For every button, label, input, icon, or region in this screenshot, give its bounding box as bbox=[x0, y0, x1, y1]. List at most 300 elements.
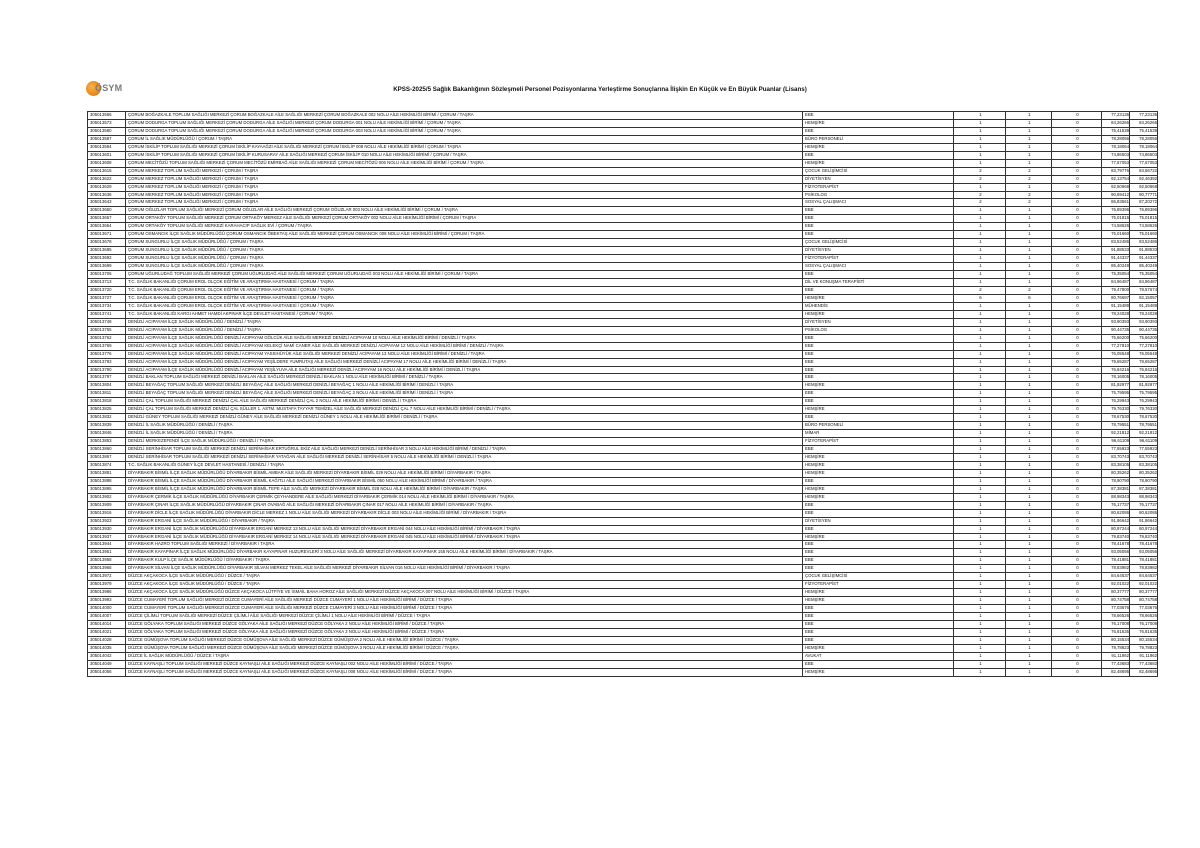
results-table-body bbox=[88, 112, 1158, 677]
institution-cell: ÇORUM SUNGURLU İLÇE SAĞLIK MÜDÜRLÜĞÜ / ÇORUM / TAŞRA bbox=[126, 263, 803, 271]
max-score-cell: 76,05548 bbox=[1130, 350, 1158, 358]
table-row bbox=[88, 453, 1158, 461]
institution-cell: DENİZLİ ACIPAYAM İLÇE SAĞLIK MÜDÜRLÜĞÜ DENİZLİ ACIPAYAM YEŞİLDERE YUMRUTAŞ AİLE SAĞLIĞI MERKEZİ DENİZLİ ACIPAYAM 17 NOLU AİLE HEKİMLİĞİ BİRİMİ / DENİZLİ / TAŞRA bbox=[126, 358, 803, 366]
institution-cell: ÇORUM MERKEZ TOPLUM SAĞLIĞI MERKEZİ / ÇORUM / TAŞRA bbox=[126, 191, 803, 199]
title-cell: EBE bbox=[803, 549, 954, 557]
institution-cell: DENİZLİ ACIPAYAM İLÇE SAĞLIK MÜDÜRLÜĞÜ DENİZLİ ACIPAYAM YEŞİLYUVA AİLE SAĞLIĞI MERKEZİ DENİZLİ ACIPAYAM 16 NOLU AİLE HEKİMLİĞİ BİRİMİ / DENİZLİ / TAŞRA bbox=[126, 366, 803, 374]
vacant-cell: 0 bbox=[1052, 318, 1102, 326]
table-row bbox=[88, 318, 1158, 326]
table-row bbox=[88, 342, 1158, 350]
vacant-cell: 0 bbox=[1052, 199, 1102, 207]
position-code-cell: 305013629 bbox=[88, 183, 126, 191]
max-score-cell: 92,46392 bbox=[1130, 175, 1158, 183]
results-table bbox=[87, 111, 1158, 677]
vacant-cell: 0 bbox=[1052, 414, 1102, 422]
table-row bbox=[88, 557, 1158, 565]
max-score-cell: 78,18064 bbox=[1130, 143, 1158, 151]
institution-cell: ÇORUM UĞURLUDAĞ TOPLUM SAĞLIĞI MERKEZİ ÇORUM UĞURLUDAĞ AİLE SAĞLIĞI MERKEZİ ÇORUM UĞURLUDAĞ 003 NOLU AİLE HEKİMLİĞİ BİRİMİ / ÇORUM / TAŞRA bbox=[126, 271, 803, 279]
vacant-cell: 0 bbox=[1052, 597, 1102, 605]
min-score-cell: 78,24028 bbox=[1102, 310, 1130, 318]
max-score-cell: 85,40249 bbox=[1130, 263, 1158, 271]
min-score-cell: 83,38105 bbox=[1102, 461, 1130, 469]
placed-cell: 1 bbox=[1006, 597, 1052, 605]
max-score-cell: 84,26266 bbox=[1130, 119, 1158, 127]
position-code-cell: 305013958 bbox=[88, 557, 126, 565]
max-score-cell: 75,01660 bbox=[1130, 231, 1158, 239]
position-code-cell: 305013860 bbox=[88, 446, 126, 454]
vacant-cell: 0 bbox=[1052, 565, 1102, 573]
quota-cell: 1 bbox=[954, 605, 1006, 613]
min-score-cell: 91,86642 bbox=[1102, 517, 1130, 525]
min-score-cell: 83,79776 bbox=[1102, 167, 1130, 175]
min-score-cell: 84,64537 bbox=[1102, 573, 1130, 581]
title-cell: HEMŞİRE bbox=[803, 668, 954, 676]
position-code-cell: 305013937 bbox=[88, 533, 126, 541]
max-score-cell: 78,67530 bbox=[1130, 414, 1158, 422]
placed-cell: 1 bbox=[1006, 565, 1052, 573]
max-score-cell: 96,61109 bbox=[1130, 438, 1158, 446]
quota-cell: 1 bbox=[954, 636, 1006, 644]
title-cell: EBE bbox=[803, 390, 954, 398]
min-score-cell: 83,70743 bbox=[1102, 453, 1130, 461]
placed-cell: 2 bbox=[1006, 167, 1052, 175]
quota-cell: 1 bbox=[954, 239, 1006, 247]
quota-cell: 2 bbox=[954, 199, 1006, 207]
quota-cell: 1 bbox=[954, 485, 1006, 493]
max-score-cell: 78,41678 bbox=[1130, 541, 1158, 549]
institution-cell: DİYARBAKIR BİSMİL İLÇE SAĞLIK MÜDÜRLÜĞÜ DİYARBAKIR BİSMİL TEPE AİLE SAĞLIĞI MERKEZİ DİYARBAKIR BİSMİL 028 NOLU AİLE HEKİMLİĞİ BİRİMİ / DİYARBAKIR / TAŞRA bbox=[126, 485, 803, 493]
position-code-cell: 305013965 bbox=[88, 565, 126, 573]
title-cell: DİL VE KONUŞMA TERAPİSTİ bbox=[803, 279, 954, 287]
institution-cell: DENİZLİ SERİNHİSAR TOPLUM SAĞLIĞI MERKEZİ DENİZLİ SERİNHİSAR YATAĞAN AİLE SAĞLIĞI MERKEZİ DENİZLİ SERİNHİSAR 5 NOLU AİLE HEKİMLİĞİ BİRİMİ / DENİZLİ / TAŞRA bbox=[126, 453, 803, 461]
vacant-cell: 0 bbox=[1052, 613, 1102, 621]
table-row bbox=[88, 517, 1158, 525]
position-code-cell: 305014014 bbox=[88, 621, 126, 629]
institution-cell: DÜZCE AKÇAKOCA İLÇE SAĞLIK MÜDÜRLÜĞÜ DÜZCE AKÇAKOCA LÜTFİYE VE İSMAİL BAHA HOROZ AİLE SAĞLIĞI MERKEZİ DÜZCE AKÇAKOCA 007 NOLU AİLE HEKİMLİĞİ BİRİMİ / DÜZCE / TAŞRA bbox=[126, 589, 803, 597]
institution-cell: DÜZCE KAYNAŞLI TOPLUM SAĞLIĞI MERKEZİ DÜZCE KAYNAŞLI AİLE SAĞLIĞI MERKEZİ DÜZCE KAYNAŞLI 002 NOLU AİLE HEKİMLİĞİ BİRİMİ / DÜZCE / TAŞRA bbox=[126, 660, 803, 668]
institution-cell: DÜZCE İL SAĞLIK MÜDÜRLÜĞÜ / DÜZCE / TAŞRA bbox=[126, 652, 803, 660]
vacant-cell: 0 bbox=[1052, 239, 1102, 247]
institution-cell: ÇORUM MERKEZ TOPLUM SAĞLIĞI MERKEZİ / ÇORUM / TAŞRA bbox=[126, 167, 803, 175]
vacant-cell: 0 bbox=[1052, 358, 1102, 366]
table-row bbox=[88, 183, 1158, 191]
table-row bbox=[88, 127, 1158, 135]
position-code-cell: 305013909 bbox=[88, 501, 126, 509]
title-cell: EBE bbox=[803, 334, 954, 342]
table-row bbox=[88, 255, 1158, 263]
placed-cell: 1 bbox=[1006, 573, 1052, 581]
institution-cell: DENİZLİ BAKLAN TOPLUM SAĞLIĞI MERKEZİ DENİZLİ BAKLAN AİLE SAĞLIĞI MERKEZİ DENİZLİ BAKLAN 1 NOLU AİLE HEKİMLİĞİ BİRİMİ / DENİZLİ / TAŞRA bbox=[126, 374, 803, 382]
title-cell: EBE bbox=[803, 628, 954, 636]
vacant-cell: 0 bbox=[1052, 112, 1102, 120]
min-score-cell: 86,83561 bbox=[1102, 199, 1130, 207]
vacant-cell: 0 bbox=[1052, 660, 1102, 668]
position-code-cell: 305013727 bbox=[88, 294, 126, 302]
quota-cell: 1 bbox=[954, 326, 1006, 334]
min-score-cell: 78,79551 bbox=[1102, 422, 1130, 430]
quota-cell: 1 bbox=[954, 469, 1006, 477]
min-score-cell: 78,67530 bbox=[1102, 414, 1130, 422]
table-row bbox=[88, 119, 1158, 127]
min-score-cell: 92,50668 bbox=[1102, 183, 1130, 191]
quota-cell: 1 bbox=[954, 334, 1006, 342]
logo-text: ÖSYM bbox=[95, 83, 123, 93]
position-code-cell: 305013888 bbox=[88, 477, 126, 485]
table-row bbox=[88, 366, 1158, 374]
placed-cell: 1 bbox=[1006, 469, 1052, 477]
max-score-cell: 93,90393 bbox=[1130, 318, 1158, 326]
quota-cell: 1 bbox=[954, 477, 1006, 485]
quota-cell: 1 bbox=[954, 493, 1006, 501]
placed-cell: 1 bbox=[1006, 342, 1052, 350]
institution-cell: DENİZLİ İL SAĞLIK MÜDÜRLÜĞÜ / DENİZLİ / TAŞRA bbox=[126, 422, 803, 430]
max-score-cell: 76,89396 bbox=[1130, 207, 1158, 215]
max-score-cell: 75,35054 bbox=[1130, 271, 1158, 279]
position-code-cell: 305014035 bbox=[88, 644, 126, 652]
table-row bbox=[88, 549, 1158, 557]
position-code-cell: 305013930 bbox=[88, 525, 126, 533]
table-row bbox=[88, 247, 1158, 255]
vacant-cell: 0 bbox=[1052, 255, 1102, 263]
max-score-cell: 78,79551 bbox=[1130, 422, 1158, 430]
table-row bbox=[88, 374, 1158, 382]
vacant-cell: 0 bbox=[1052, 430, 1102, 438]
position-code-cell: 305013594 bbox=[88, 143, 126, 151]
table-row bbox=[88, 239, 1158, 247]
quota-cell: 1 bbox=[954, 660, 1006, 668]
min-score-cell: 93,90393 bbox=[1102, 318, 1130, 326]
placed-cell: 1 bbox=[1006, 493, 1052, 501]
position-code-cell: 305013587 bbox=[88, 135, 126, 143]
max-score-cell: 80,37777 bbox=[1130, 589, 1158, 597]
position-code-cell: 305013608 bbox=[88, 159, 126, 167]
quota-cell: 1 bbox=[954, 215, 1006, 223]
table-row bbox=[88, 414, 1158, 422]
max-score-cell: 77,23136 bbox=[1130, 112, 1158, 120]
max-score-cell: 81,92977 bbox=[1130, 382, 1158, 390]
position-code-cell: 305013685 bbox=[88, 247, 126, 255]
table-row bbox=[88, 628, 1158, 636]
table-row bbox=[88, 501, 1158, 509]
position-code-cell: 305013601 bbox=[88, 151, 126, 159]
max-score-cell: 91,88533 bbox=[1130, 247, 1158, 255]
max-score-cell: 90,44735 bbox=[1130, 326, 1158, 334]
institution-cell: ÇORUM DODURGA TOPLUM SAĞLIĞI MERKEZİ ÇORUM DODURGA AİLE SAĞLIĞI MERKEZİ ÇORUM DODURGA 001 NOLU AİLE HEKİMLİĞİ BİRİMİ / ÇORUM / TAŞRA bbox=[126, 119, 803, 127]
quota-cell: 2 bbox=[954, 191, 1006, 199]
vacant-cell: 0 bbox=[1052, 652, 1102, 660]
quota-cell: 1 bbox=[954, 398, 1006, 406]
institution-cell: ÇORUM DODURGA TOPLUM SAĞLIĞI MERKEZİ ÇORUM DODURGA AİLE SAĞLIĞI MERKEZİ ÇORUM DODURGA 003 NOLU AİLE HEKİMLİĞİ BİRİMİ / ÇORUM / TAŞRA bbox=[126, 127, 803, 135]
placed-cell: 1 bbox=[1006, 231, 1052, 239]
placed-cell: 1 bbox=[1006, 453, 1052, 461]
max-score-cell: 75,01815 bbox=[1130, 215, 1158, 223]
position-code-cell: 305013979 bbox=[88, 581, 126, 589]
title-cell: EBE bbox=[803, 231, 954, 239]
title-cell: FİZYOTERAPİST bbox=[803, 183, 954, 191]
vacant-cell: 0 bbox=[1052, 557, 1102, 565]
quota-cell: 1 bbox=[954, 374, 1006, 382]
position-code-cell: 305013818 bbox=[88, 398, 126, 406]
vacant-cell: 0 bbox=[1052, 366, 1102, 374]
table-row bbox=[88, 302, 1158, 310]
vacant-cell: 0 bbox=[1052, 207, 1102, 215]
vacant-cell: 0 bbox=[1052, 573, 1102, 581]
min-score-cell: 91,15489 bbox=[1102, 302, 1130, 310]
placed-cell: 1 bbox=[1006, 263, 1052, 271]
vacant-cell: 0 bbox=[1052, 644, 1102, 652]
placed-cell: 1 bbox=[1006, 557, 1052, 565]
title-cell: EBE bbox=[803, 613, 954, 621]
min-score-cell: 75,66200 bbox=[1102, 334, 1130, 342]
quota-cell: 1 bbox=[954, 310, 1006, 318]
position-code-cell: 305013916 bbox=[88, 509, 126, 517]
title-cell: FİZYOTERAPİST bbox=[803, 438, 954, 446]
title-cell: EBE bbox=[803, 127, 954, 135]
max-score-cell: 87,38381 bbox=[1130, 485, 1158, 493]
max-score-cell: 87,20272 bbox=[1130, 199, 1158, 207]
position-code-cell: 305013804 bbox=[88, 382, 126, 390]
min-score-cell: 84,26266 bbox=[1102, 119, 1130, 127]
placed-cell: 1 bbox=[1006, 509, 1052, 517]
table-row bbox=[88, 207, 1158, 215]
placed-cell: 1 bbox=[1006, 621, 1052, 629]
title-cell: SOSYAL ÇALIŞMACI bbox=[803, 199, 954, 207]
title-cell: PSİKOLOG bbox=[803, 326, 954, 334]
min-score-cell: 91,88533 bbox=[1102, 247, 1130, 255]
max-score-cell: 77,67053 bbox=[1130, 159, 1158, 167]
max-score-cell: 77,43683 bbox=[1130, 660, 1158, 668]
page-title: KPSS-2025/5 Sağlık Bakanlığının Sözleşmeli Personel Pozisyonlarına Yerleştirme Sonuçlarına İlişkin En Küçük ve En Büyük Puanlar (Lisans) bbox=[393, 86, 807, 93]
institution-cell: ÇORUM MERKEZ TOPLUM SAĞLIĞI MERKEZİ / ÇORUM / TAŞRA bbox=[126, 199, 803, 207]
title-cell: HEMŞİRE bbox=[803, 589, 954, 597]
quota-cell: 1 bbox=[954, 135, 1006, 143]
quota-cell: 1 bbox=[954, 621, 1006, 629]
table-row bbox=[88, 565, 1158, 573]
quota-cell: 1 bbox=[954, 358, 1006, 366]
quota-cell: 6 bbox=[954, 294, 1006, 302]
title-cell: HEMŞİRE bbox=[803, 382, 954, 390]
min-score-cell: 78,66526 bbox=[1102, 613, 1130, 621]
institution-cell: DÜZCE GÜMÜŞOVA TOPLUM SAĞLIĞI MERKEZİ DÜZCE GÜMÜŞOVA AİLE SAĞLIĞI MERKEZİ DÜZCE GÜMÜŞOVA 2 NOLU AİLE HEKİMLİĞİ BİRİMİ / DÜZCE / TAŞRA bbox=[126, 636, 803, 644]
quota-cell: 1 bbox=[954, 573, 1006, 581]
institution-cell: DÜZCE CUMAYERİ TOPLUM SAĞLIĞI MERKEZİ DÜZCE CUMAYERİ AİLE SAĞLIĞI MERKEZİ DÜZCE CUMAYERİ 3 NOLU AİLE HEKİMLİĞİ BİRİMİ / DÜZCE / TAŞRA bbox=[126, 605, 803, 613]
placed-cell: 1 bbox=[1006, 223, 1052, 231]
max-score-cell: 92,21812 bbox=[1130, 430, 1158, 438]
position-code-cell: 305013797 bbox=[88, 374, 126, 382]
min-score-cell: 80,97244 bbox=[1102, 525, 1130, 533]
title-cell: EBE bbox=[803, 271, 954, 279]
vacant-cell: 0 bbox=[1052, 525, 1102, 533]
institution-cell: DENİZLİ BEYAĞAÇ TOPLUM SAĞLIĞI MERKEZİ DENİZLİ BEYAĞAÇ AİLE SAĞLIĞI MERKEZİ DENİZLİ BEYAĞAÇ 1 NOLU AİLE HEKİMLİĞİ BİRİMİ / DENİZLİ / TAŞRA bbox=[126, 382, 803, 390]
placed-cell: 1 bbox=[1006, 350, 1052, 358]
table-row bbox=[88, 398, 1158, 406]
table-row bbox=[88, 406, 1158, 414]
title-cell: EBE bbox=[803, 215, 954, 223]
max-score-cell: 75,79595 bbox=[1130, 390, 1158, 398]
max-score-cell: 79,57674 bbox=[1130, 286, 1158, 294]
position-code-cell: 305013636 bbox=[88, 191, 126, 199]
title-cell: EBE bbox=[803, 477, 954, 485]
title-cell: EBE bbox=[803, 501, 954, 509]
max-score-cell: 80,74758 bbox=[1130, 597, 1158, 605]
position-code-cell: 305014049 bbox=[88, 660, 126, 668]
max-score-cell: 78,66526 bbox=[1130, 613, 1158, 621]
placed-cell: 1 bbox=[1006, 334, 1052, 342]
institution-cell: DİYARBAKIR ÇERMİK İLÇE SAĞLIK MÜDÜRLÜĞÜ DİYARBAKIR ÇERMİK ÇEYHANDERE AİLE SAĞLIĞI MERKEZİ DİYARBAKIR ÇERMİK 014 NOLU AİLE HEKİMLİĞİ BİRİMİ / DİYARBAKIR / TAŞRA bbox=[126, 493, 803, 501]
max-score-cell: 79,65287 bbox=[1130, 358, 1158, 366]
title-cell: EBE bbox=[803, 223, 954, 231]
placed-cell: 1 bbox=[1006, 382, 1052, 390]
vacant-cell: 0 bbox=[1052, 231, 1102, 239]
max-score-cell: 91,86642 bbox=[1130, 517, 1158, 525]
position-code-cell: 305013615 bbox=[88, 167, 126, 175]
title-cell: HEMŞİRE bbox=[803, 406, 954, 414]
position-code-cell: 305013643 bbox=[88, 199, 126, 207]
placed-cell: 1 bbox=[1006, 406, 1052, 414]
min-score-cell: 78,90790 bbox=[1102, 477, 1130, 485]
max-score-cell: 82,15057 bbox=[1130, 294, 1158, 302]
quota-cell: 1 bbox=[954, 390, 1006, 398]
vacant-cell: 0 bbox=[1052, 342, 1102, 350]
vacant-cell: 0 bbox=[1052, 151, 1102, 159]
min-score-cell: 76,05548 bbox=[1102, 350, 1130, 358]
vacant-cell: 0 bbox=[1052, 334, 1102, 342]
title-cell: DİYETİSYEN bbox=[803, 517, 954, 525]
min-score-cell: 77,27810 bbox=[1102, 342, 1130, 350]
position-code-cell: 305013846 bbox=[88, 430, 126, 438]
institution-cell: DÜZCE CUMAYERİ TOPLUM SAĞLIĞI MERKEZİ DÜZCE CUMAYERİ AİLE SAĞLIĞI MERKEZİ DÜZCE CUMAYERİ 1 NOLU AİLE HEKİMLİĞİ BİRİMİ / DÜZCE / TAŞRA bbox=[126, 597, 803, 605]
quota-cell: 1 bbox=[954, 366, 1006, 374]
placed-cell: 1 bbox=[1006, 644, 1052, 652]
placed-cell: 2 bbox=[1006, 175, 1052, 183]
placed-cell: 2 bbox=[1006, 199, 1052, 207]
institution-cell: DENİZLİ ÇAL TOPLUM SAĞLIĞI MERKEZİ DENİZLİ ÇAL AİLE SAĞLIĞI MERKEZİ DENİZLİ ÇAL 2 NOLU AİLE HEKİMLİĞİ BİRİMİ / DENİZLİ / TAŞRA bbox=[126, 398, 803, 406]
placed-cell: 1 bbox=[1006, 541, 1052, 549]
placed-cell: 1 bbox=[1006, 533, 1052, 541]
position-code-cell: 305013657 bbox=[88, 215, 126, 223]
position-code-cell: 305013622 bbox=[88, 175, 126, 183]
max-score-cell: 93,05056 bbox=[1130, 549, 1158, 557]
table-row bbox=[88, 191, 1158, 199]
institution-cell: DİYARBAKIR BİSMİL İLÇE SAĞLIK MÜDÜRLÜĞÜ DİYARBAKIR BİSMİL KAĞITLI AİLE SAĞLIĞI MERKEZİ DİYARBAKIR BİSMİL 050 NOLU AİLE HEKİMLİĞİ BİRİMİ / DİYARBAKIR / TAŞRA bbox=[126, 477, 803, 485]
position-code-cell: 305014028 bbox=[88, 636, 126, 644]
title-cell: HEMŞİRE bbox=[803, 644, 954, 652]
placed-cell: 1 bbox=[1006, 326, 1052, 334]
max-score-cell: 74,58626 bbox=[1130, 223, 1158, 231]
max-score-cell: 77,55923 bbox=[1130, 446, 1158, 454]
quota-cell: 1 bbox=[954, 127, 1006, 135]
title-cell: EBE bbox=[803, 342, 954, 350]
table-row bbox=[88, 525, 1158, 533]
position-code-cell: 305013867 bbox=[88, 453, 126, 461]
table-row bbox=[88, 422, 1158, 430]
min-score-cell: 91,44337 bbox=[1102, 255, 1130, 263]
placed-cell: 1 bbox=[1006, 581, 1052, 589]
min-score-cell: 79,78823 bbox=[1102, 644, 1130, 652]
min-score-cell: 76,89396 bbox=[1102, 207, 1130, 215]
min-score-cell: 92,13754 bbox=[1102, 175, 1130, 183]
institution-cell: ÇORUM MERKEZ TOPLUM SAĞLIĞI MERKEZİ / ÇORUM / TAŞRA bbox=[126, 175, 803, 183]
institution-cell: DÜZCE GÖLYAKA TOPLUM SAĞLIĞI MERKEZİ DÜZCE GÖLYAKA AİLE SAĞLIĞI MERKEZİ DÜZCE GÖLYAKA 2 NOLU AİLE HEKİMLİĞİ BİRİMİ / DÜZCE / TAŞRA bbox=[126, 621, 803, 629]
table-row bbox=[88, 382, 1158, 390]
table-row bbox=[88, 143, 1158, 151]
institution-cell: DİYARBAKIR ERGANİ İLÇE SAĞLIK MÜDÜRLÜĞÜ DİYARBAKIR ERGANİ MERKEZ 13 NOLU AİLE SAĞLIĞI MERKEZİ DİYARBAKIR ERGANİ 044 NOLU AİLE HEKİMLİĞİ BİRİMİ / DİYARBAKIR / TAŞRA bbox=[126, 525, 803, 533]
institution-cell: DİYARBAKIR KULP İLÇE SAĞLIK MÜDÜRLÜĞÜ / DİYARBAKIR / TAŞRA bbox=[126, 557, 803, 565]
min-score-cell: 78,41881 bbox=[1102, 557, 1130, 565]
institution-cell: DENİZLİ ACIPAYAM İLÇE SAĞLIK MÜDÜRLÜĞÜ DENİZLİ ACIPAYAM GÖLCÜK AİLE SAĞLIĞI MERKEZİ DENİZLİ ACIPAYAM 10 NOLU AİLE HEKİMLİĞİ BİRİMİ / DENİZLİ / TAŞRA bbox=[126, 334, 803, 342]
min-score-cell: 78,28056 bbox=[1102, 135, 1130, 143]
max-score-cell: 83,38105 bbox=[1130, 461, 1158, 469]
min-score-cell: 90,69412 bbox=[1102, 191, 1130, 199]
quota-cell: 1 bbox=[954, 501, 1006, 509]
max-score-cell: 91,11862 bbox=[1130, 652, 1158, 660]
placed-cell: 1 bbox=[1006, 668, 1052, 676]
max-score-cell: 76,84216 bbox=[1130, 366, 1158, 374]
title-cell: EBE bbox=[803, 605, 954, 613]
min-score-cell: 75,01660 bbox=[1102, 231, 1130, 239]
max-score-cell: 80,35262 bbox=[1130, 469, 1158, 477]
title-cell: EBE bbox=[803, 509, 954, 517]
title-cell: EBE bbox=[803, 398, 954, 406]
min-score-cell: 80,74758 bbox=[1102, 597, 1130, 605]
placed-cell: 1 bbox=[1006, 461, 1052, 469]
quota-cell: 2 bbox=[954, 175, 1006, 183]
table-row bbox=[88, 652, 1158, 660]
position-code-cell: 305013734 bbox=[88, 302, 126, 310]
institution-cell: DÜZCE ÇİLİMLİ TOPLUM SAĞLIĞI MERKEZİ DÜZCE ÇİLİMLİ AİLE SAĞLIĞI MERKEZİ DÜZCE ÇİLİMLİ 1 NOLU AİLE HEKİMLİĞİ BİRİMİ / DÜZCE / TAŞRA bbox=[126, 613, 803, 621]
vacant-cell: 0 bbox=[1052, 581, 1102, 589]
position-code-cell: 305013832 bbox=[88, 414, 126, 422]
min-score-cell: 88,98343 bbox=[1102, 493, 1130, 501]
institution-cell: DİYARBAKIR HAZRO TOPLUM SAĞLIĞI MERKEZİ / DİYARBAKIR / TAŞRA bbox=[126, 541, 803, 549]
table-row bbox=[88, 263, 1158, 271]
min-score-cell: 78,41678 bbox=[1102, 541, 1130, 549]
title-cell: EBE bbox=[803, 636, 954, 644]
institution-cell: DÜZCE GÜMÜŞOVA TOPLUM SAĞLIĞI MERKEZİ DÜZCE GÜMÜŞOVA AİLE SAĞLIĞI MERKEZİ DÜZCE GÜMÜŞOVA 3 NOLU AİLE HEKİMLİĞİ BİRİMİ / DÜZCE / TAŞRA bbox=[126, 644, 803, 652]
title-cell: AVUKAT bbox=[803, 652, 954, 660]
max-score-cell: 79,78823 bbox=[1130, 644, 1158, 652]
institution-cell: ÇORUM SUNGURLU İLÇE SAĞLIK MÜDÜRLÜĞÜ / ÇORUM / TAŞRA bbox=[126, 255, 803, 263]
placed-cell: 1 bbox=[1006, 255, 1052, 263]
vacant-cell: 0 bbox=[1052, 390, 1102, 398]
vacant-cell: 0 bbox=[1052, 191, 1102, 199]
max-score-cell: 79,76330 bbox=[1130, 406, 1158, 414]
max-score-cell: 79,83740 bbox=[1130, 533, 1158, 541]
institution-cell: ÇORUM İSKİLİP TOPLUM SAĞLIĞI MERKEZİ ÇORUM İSKİLİP KURUSARAY AİLE SAĞLIĞI MERKEZİ ÇORUM İSKİLİP 010 NOLU AİLE HEKİMLİĞİ BİRİMİ / ÇORUM / TAŞRA bbox=[126, 151, 803, 159]
min-score-cell: 77,03676 bbox=[1102, 605, 1130, 613]
quota-cell: 1 bbox=[954, 565, 1006, 573]
placed-cell: 1 bbox=[1006, 660, 1052, 668]
table-row bbox=[88, 215, 1158, 223]
institution-cell: T.C. SAĞLIK BAKANLIĞI GÜNEY İLÇE DEVLET HASTANESİ / DENİZLİ / TAŞRA bbox=[126, 461, 803, 469]
min-score-cell: 84,96487 bbox=[1102, 279, 1130, 287]
institution-cell: T.C. SAĞLIK BAKANLIĞI ÇORUM EROL OLÇOK EĞİTİM VE ARAŞTIRMA HASTANESİ / ÇORUM / TAŞRA bbox=[126, 286, 803, 294]
min-score-cell: 80,76697 bbox=[1102, 294, 1130, 302]
max-score-cell: 76,17008 bbox=[1130, 621, 1158, 629]
vacant-cell: 0 bbox=[1052, 398, 1102, 406]
position-code-cell: 305013692 bbox=[88, 255, 126, 263]
table-row bbox=[88, 446, 1158, 454]
table-row bbox=[88, 159, 1158, 167]
table-row bbox=[88, 294, 1158, 302]
min-score-cell: 77,43683 bbox=[1102, 660, 1130, 668]
institution-cell: DENİZLİ BEYAĞAÇ TOPLUM SAĞLIĞI MERKEZİ DENİZLİ BEYAĞAÇ AİLE SAĞLIĞI MERKEZİ DENİZLİ BEYAĞAÇ 3 NOLU AİLE HEKİMLİĞİ BİRİMİ / DENİZLİ / TAŞRA bbox=[126, 390, 803, 398]
max-score-cell: 92,01022 bbox=[1130, 581, 1158, 589]
min-score-cell: 83,52486 bbox=[1102, 239, 1130, 247]
min-score-cell: 92,21812 bbox=[1102, 430, 1130, 438]
quota-cell: 1 bbox=[954, 159, 1006, 167]
min-score-cell: 77,67053 bbox=[1102, 159, 1130, 167]
